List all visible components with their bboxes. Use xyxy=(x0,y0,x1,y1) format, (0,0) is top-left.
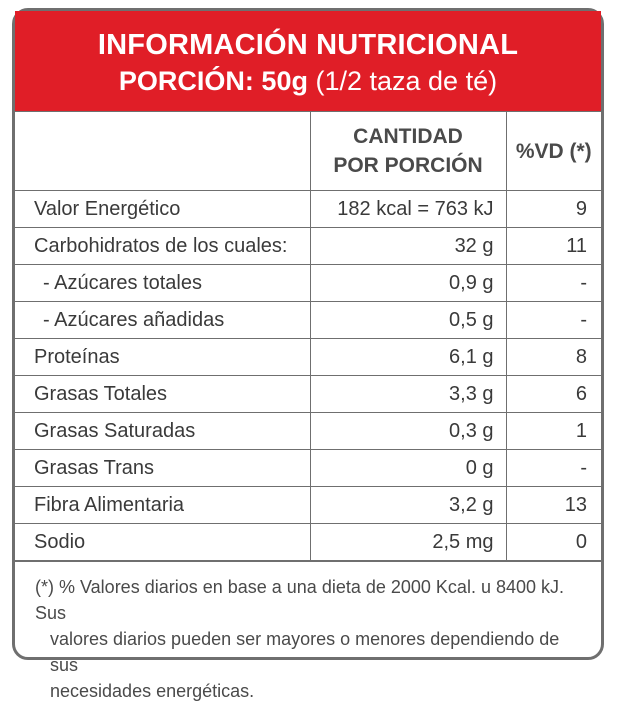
nutrient-name: Carbohidratos de los cuales: xyxy=(15,228,310,265)
table-row xyxy=(15,413,601,450)
nutrient-quantity: 2,5 mg xyxy=(310,524,506,562)
nutrient-vd: - xyxy=(506,265,601,302)
col-header-vd: %VD (*) xyxy=(506,112,601,191)
nutrient-quantity: 32 g xyxy=(310,228,506,265)
nutrient-name: Grasas Saturadas xyxy=(15,413,310,450)
nutrient-vd: 9 xyxy=(506,191,601,228)
col-header-nutrient xyxy=(15,112,310,191)
nutrient-quantity: 0 g xyxy=(310,450,506,487)
portion-line xyxy=(15,66,601,97)
portion-label: PORCIÓN: 50g xyxy=(118,66,308,96)
table-row xyxy=(15,450,601,487)
nutrient-vd: 6 xyxy=(506,376,601,413)
nutrient-vd: 1 xyxy=(506,413,601,450)
nutrient-name: Grasas Totales xyxy=(15,376,310,413)
nutrition-header xyxy=(15,11,601,111)
table-row xyxy=(15,376,601,413)
table-row xyxy=(15,265,601,302)
nutrition-facts-panel xyxy=(12,8,604,701)
nutrient-quantity: 6,1 g xyxy=(310,339,506,376)
nutrient-quantity: 3,3 g xyxy=(310,376,506,413)
nutrient-quantity: 3,2 g xyxy=(310,487,506,524)
col-header-quantity xyxy=(310,112,506,191)
nutrient-name: Valor Energético xyxy=(15,191,310,228)
footnote-line-1: (*) % Valores diarios en base a una dieta de 2000 Kcal. u 8400 kJ. Sus xyxy=(35,577,564,623)
table-row xyxy=(15,487,601,524)
nutrient-quantity: 182 kcal = 763 kJ xyxy=(310,191,506,228)
nutrient-quantity: 0,3 g xyxy=(310,413,506,450)
table-row xyxy=(15,191,601,228)
nutrient-vd: - xyxy=(506,302,601,339)
footnote xyxy=(35,574,591,704)
nutrient-name: Fibra Alimentaria xyxy=(15,487,310,524)
table-row xyxy=(15,524,601,562)
table-row xyxy=(15,228,601,265)
nutrient-vd: 8 xyxy=(506,339,601,376)
nutrient-quantity: 0,9 g xyxy=(310,265,506,302)
footnote-line-2: valores diarios pueden ser mayores o menores dependiendo de sus xyxy=(50,629,560,675)
nutrient-vd: 11 xyxy=(506,228,601,265)
nutrient-quantity: 0,5 g xyxy=(310,302,506,339)
nutrient-vd: 0 xyxy=(506,524,601,562)
nutrient-name: - Azúcares totales xyxy=(15,265,310,302)
nutrient-vd: - xyxy=(506,450,601,487)
table-row xyxy=(15,339,601,376)
table-header-row xyxy=(15,112,601,191)
nutrient-name: Proteínas xyxy=(15,339,310,376)
table-row xyxy=(15,302,601,339)
nutrient-name: Grasas Trans xyxy=(15,450,310,487)
col-header-quantity-line2: POR PORCIÓN xyxy=(333,154,483,177)
col-header-quantity-line1: CANTIDAD xyxy=(353,125,463,148)
nutrition-table xyxy=(15,111,601,562)
nutrient-name: Sodio xyxy=(15,524,310,562)
nutrition-title: INFORMACIÓN NUTRICIONAL xyxy=(97,29,519,61)
nutrient-name: - Azúcares añadidas xyxy=(15,302,310,339)
portion-note: (1/2 taza de té) xyxy=(315,66,498,96)
footnote-line-3: necesidades energéticas. xyxy=(50,681,255,701)
nutrient-vd: 13 xyxy=(506,487,601,524)
nutrition-table-wrapper xyxy=(15,111,601,562)
